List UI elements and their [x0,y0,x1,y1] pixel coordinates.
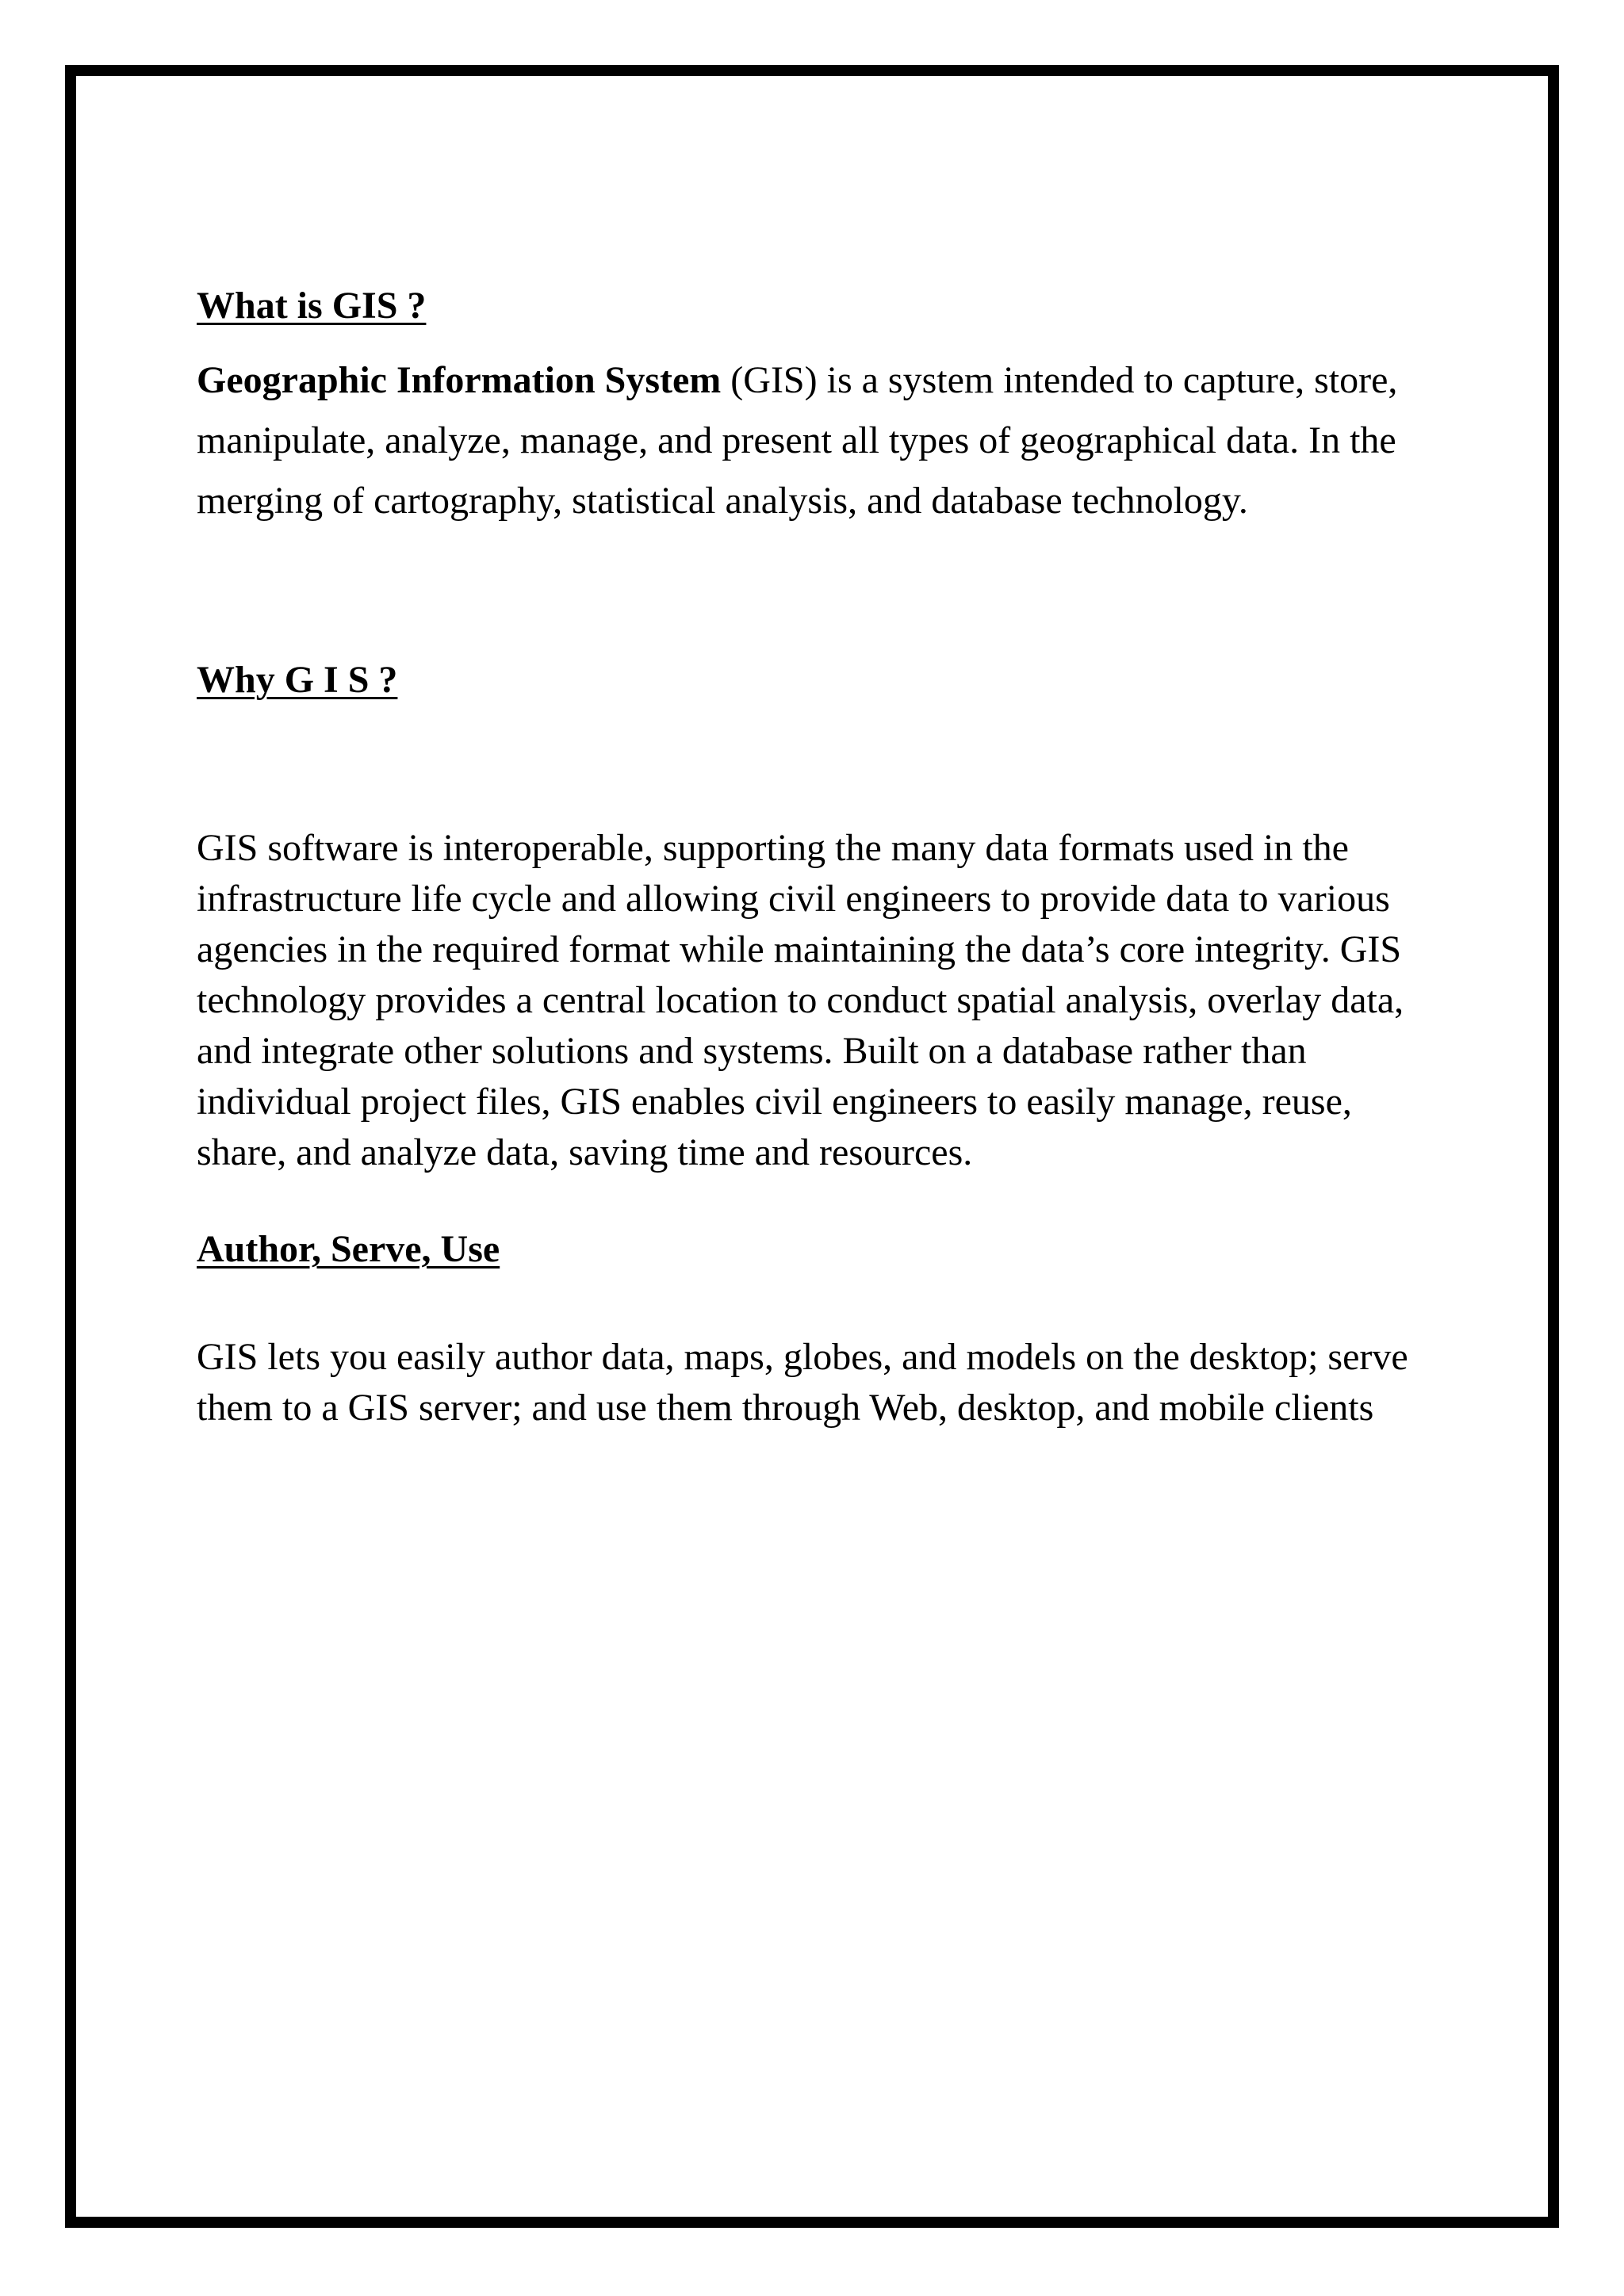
paragraph-what-is-gis [197,350,1450,531]
heading-author-serve-use: Author, Serve, Use [197,1228,500,1270]
document-content [197,282,1450,1433]
paragraph-author-serve-use: GIS lets you easily author data, maps, globes, and models on the desktop; serve them to a GIS server; and use them through Web, desktop, and mobile clients [197,1336,1408,1429]
heading-what-is-gis: What is GIS ? [197,285,427,327]
paragraph-what-is-gis-text: (GIS) is a system intended to capture, store, manipulate, analyze, manage, and present all types of geographical data. In the merging of cartography, statistical analysis, and database technology. [197,359,1398,522]
paragraph-why-gis: GIS software is interoperable, supporting the many data formats used in the infrastructure life cycle and allowing civil engineers to provide data to various agencies in the required format while maintaining the data’s core integrity. GIS technology provides a central location to conduct spatial analysis, overlay data, and integrate other solutions and systems. Built on a database rather than individual project files, GIS enables civil engineers to easily manage, reuse, share, and analyze data, saving time and resources. [197,827,1404,1173]
heading-why-gis: Why G I S ? [197,659,398,701]
term-geographic-information-system: Geographic Information System [197,359,722,401]
